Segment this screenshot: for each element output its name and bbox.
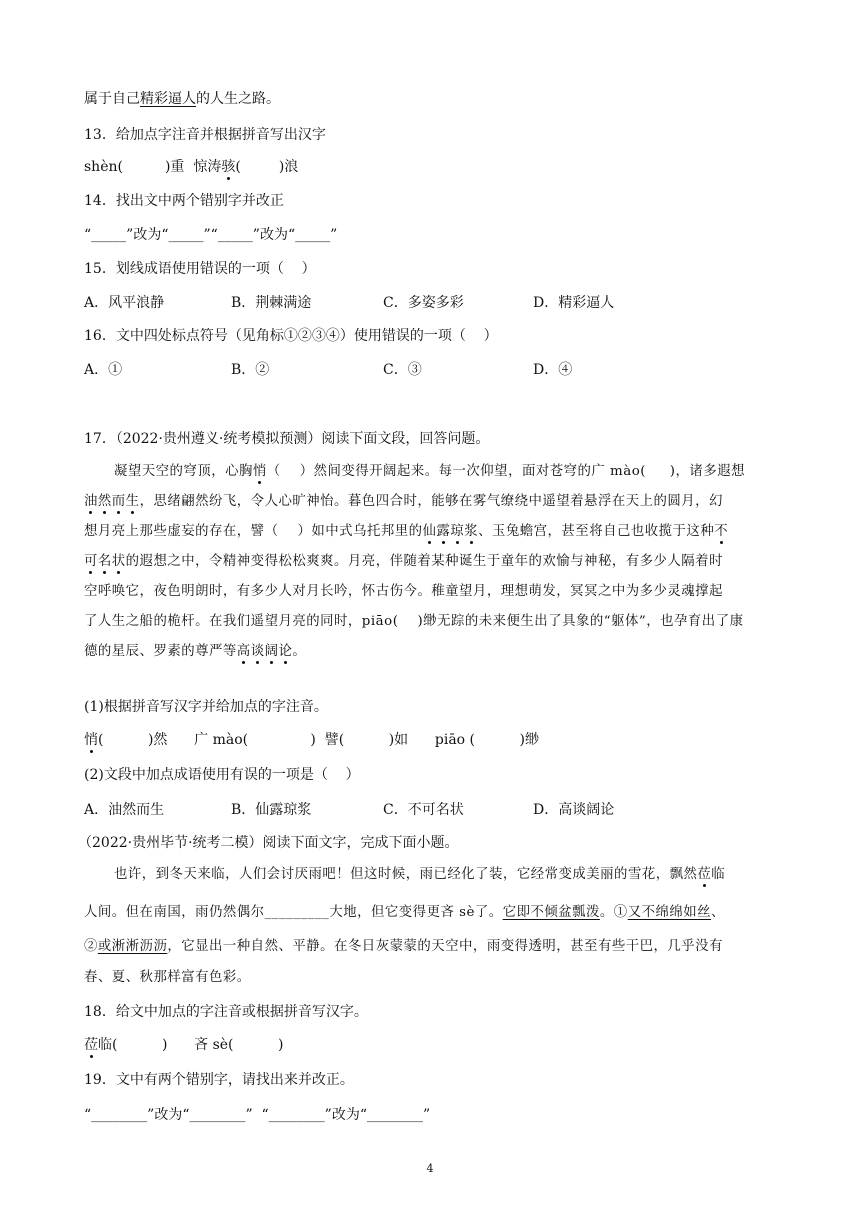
q15-option-a[interactable]: A．风平浪静: [84, 295, 165, 311]
question-15-title: 15．划线成语使用错误的一项（ ）: [84, 261, 316, 277]
continuation-line: [84, 89, 280, 109]
text-segment: )重 惊涛: [164, 159, 222, 175]
text-segment: 德的星辰、罗素的尊严等: [84, 644, 237, 659]
text-segment: 、玉兔蟾宫，甚至将自己也收揽于这种: [478, 524, 715, 539]
page-number: 4: [426, 1162, 434, 1175]
text-segment: 的人生之路。: [196, 91, 280, 107]
q17-option-c[interactable]: C．不可名状: [383, 802, 464, 818]
q17-passage-line-7: [84, 642, 306, 662]
q17-sub1-title: (1)根据拼音写汉字并给加点的字注音。: [84, 699, 328, 715]
text-segment: 临: [711, 867, 726, 882]
text-segment: 的遐想之中，令精神变得松松爽爽。月亮，伴随着某种诞生于童年的欢愉与神秘，有多少人隔着时: [125, 554, 723, 569]
q17-passage-line-5: 空呼唤它，夜色明朗时，有多少人对月长吟，怀古伤今。稚童望月，理想萌发，冥冥之中为多少灵魂撑起: [84, 584, 723, 599]
text-segment: 。: [292, 644, 307, 659]
text-segment: 也许，到冬天来临，人们会讨厌雨吧！但这时候，雨已经化了装，它经常变成美丽的雪花，飘然: [114, 867, 698, 882]
q17-sub1-answer-line: [84, 730, 539, 750]
text-segment: ，思绪翩然纷飞，令人心旷神怡。暮色四合时，能够在雾气缭绕中遥望着悬浮在天上的圆月，幻: [139, 494, 723, 509]
question-17-title: 17．（2022·贵州遵义·统考模拟预测）阅读下面文段，回答问题。: [84, 431, 490, 447]
question-19-answer-line: “________”改为“________” “________”改为“________”: [84, 1107, 431, 1123]
dotted-idiom: 油然而生: [84, 494, 140, 509]
text-segment: 人间。但在南国，雨仍然偶尔_________大地，但它变得更吝 sè了。: [84, 905, 503, 920]
underlined-phrase: 或淅淅沥沥: [97, 939, 168, 954]
dotted-char: 悄: [84, 732, 98, 748]
question-18-answer-line: [84, 1035, 283, 1055]
q18-19-passage-line-4: 春、夏、秋那样富有色彩。: [84, 970, 251, 985]
text-segment: 属于自己: [84, 91, 140, 107]
q17-passage-line-3: [84, 522, 728, 542]
dotted-idiom: 仙露琼浆: [422, 524, 479, 539]
q18-19-passage-line-1: [114, 865, 725, 885]
q17-passage-line-2: [84, 492, 723, 512]
dotted-char: 莅: [84, 1037, 98, 1053]
text-segment: 、: [711, 905, 725, 920]
text-segment: )浪: [278, 159, 299, 175]
underlined-idiom: 精彩逼人: [140, 91, 196, 107]
text-segment: ( )然 广 mào( ) 譬( )如 piāo ( )缈: [98, 732, 539, 748]
q18-19-source-title: （2022·贵州毕节·统考二模）阅读下面文字，完成下面小题。: [78, 835, 459, 851]
underlined-phrase: 它即不倾盆瓢泼: [502, 905, 600, 920]
q17-passage-line-6: 了人生之船的桅杆。在我们遥望月亮的同时，piāo( )缈无踪的未来便生出了具象的“躯体”，也孕育出了康: [84, 614, 744, 629]
question-13-answer-line: [84, 157, 298, 177]
text-segment: 凝望天空的穹顶，心胸: [114, 464, 253, 479]
text-segment: (: [235, 159, 241, 175]
underlined-phrase: 又不绵绵如丝: [627, 905, 712, 920]
question-16-title: 16．文中四处标点符号（见角标①②③④）使用错误的一项（ ）: [84, 328, 498, 344]
q17-option-a[interactable]: A．油然而生: [84, 802, 165, 818]
q17-option-d[interactable]: D．高谈阔论: [533, 802, 615, 818]
q16-option-b[interactable]: B．②: [231, 362, 270, 378]
q16-option-d[interactable]: D．④: [533, 362, 573, 378]
text-segment: ，它显出一种自然、平静。在冬日灰蒙蒙的天空中，雨变得透明，甚至有些干巴，几乎没有: [167, 939, 723, 954]
q18-19-passage-line-2: [84, 903, 725, 923]
q16-option-c[interactable]: C．③: [383, 362, 422, 378]
q16-option-a[interactable]: A．①: [84, 362, 123, 378]
text-segment: shèn(: [84, 159, 123, 175]
question-19-title: 19．文中有两个错别字，请找出来并改正。: [84, 1072, 354, 1088]
q15-option-b[interactable]: B．荆棘满途: [231, 295, 312, 311]
dotted-char: 不: [714, 524, 729, 539]
question-14-answer-line: “_____”改为“_____”“_____”改为“_____”: [84, 227, 338, 243]
q17-sub2-title: (2)文段中加点成语使用有误的一项是（ ）: [84, 767, 360, 783]
dotted-idiom: 高谈阔论: [236, 644, 293, 659]
question-18-title: 18．给文中加点的字注音或根据拼音写汉字。: [84, 1004, 368, 1020]
dotted-idiom: 可名状: [84, 554, 126, 569]
q15-option-c[interactable]: C．多姿多彩: [383, 295, 464, 311]
text-segment: ②: [84, 939, 98, 954]
text-segment: （ ）然间变得开阔起来。每一次仰望，面对苍穹的广 mào( )，诸多遐想: [266, 464, 745, 479]
q17-passage-line-1: [114, 462, 745, 482]
q17-option-b[interactable]: B．仙露琼浆: [231, 802, 312, 818]
q15-option-d[interactable]: D．精彩逼人: [533, 295, 615, 311]
dotted-char: 骇: [221, 159, 236, 175]
text-segment: 。①: [599, 905, 628, 920]
dotted-char: 悄: [252, 464, 267, 479]
q18-19-passage-line-3: [84, 937, 723, 957]
question-14-title: 14．找出文中两个错别字并改正: [84, 193, 284, 209]
dotted-char: 莅: [697, 867, 712, 882]
text-segment: 临( ) 吝 sè( ): [98, 1037, 284, 1053]
q17-passage-line-4: [84, 552, 723, 572]
text-segment: 想月亮上那些虚妄的存在，譬（ ）如中式乌托邦里的: [84, 524, 423, 539]
question-13-title: 13．给加点字注音并根据拼音写出汉字: [84, 127, 326, 143]
